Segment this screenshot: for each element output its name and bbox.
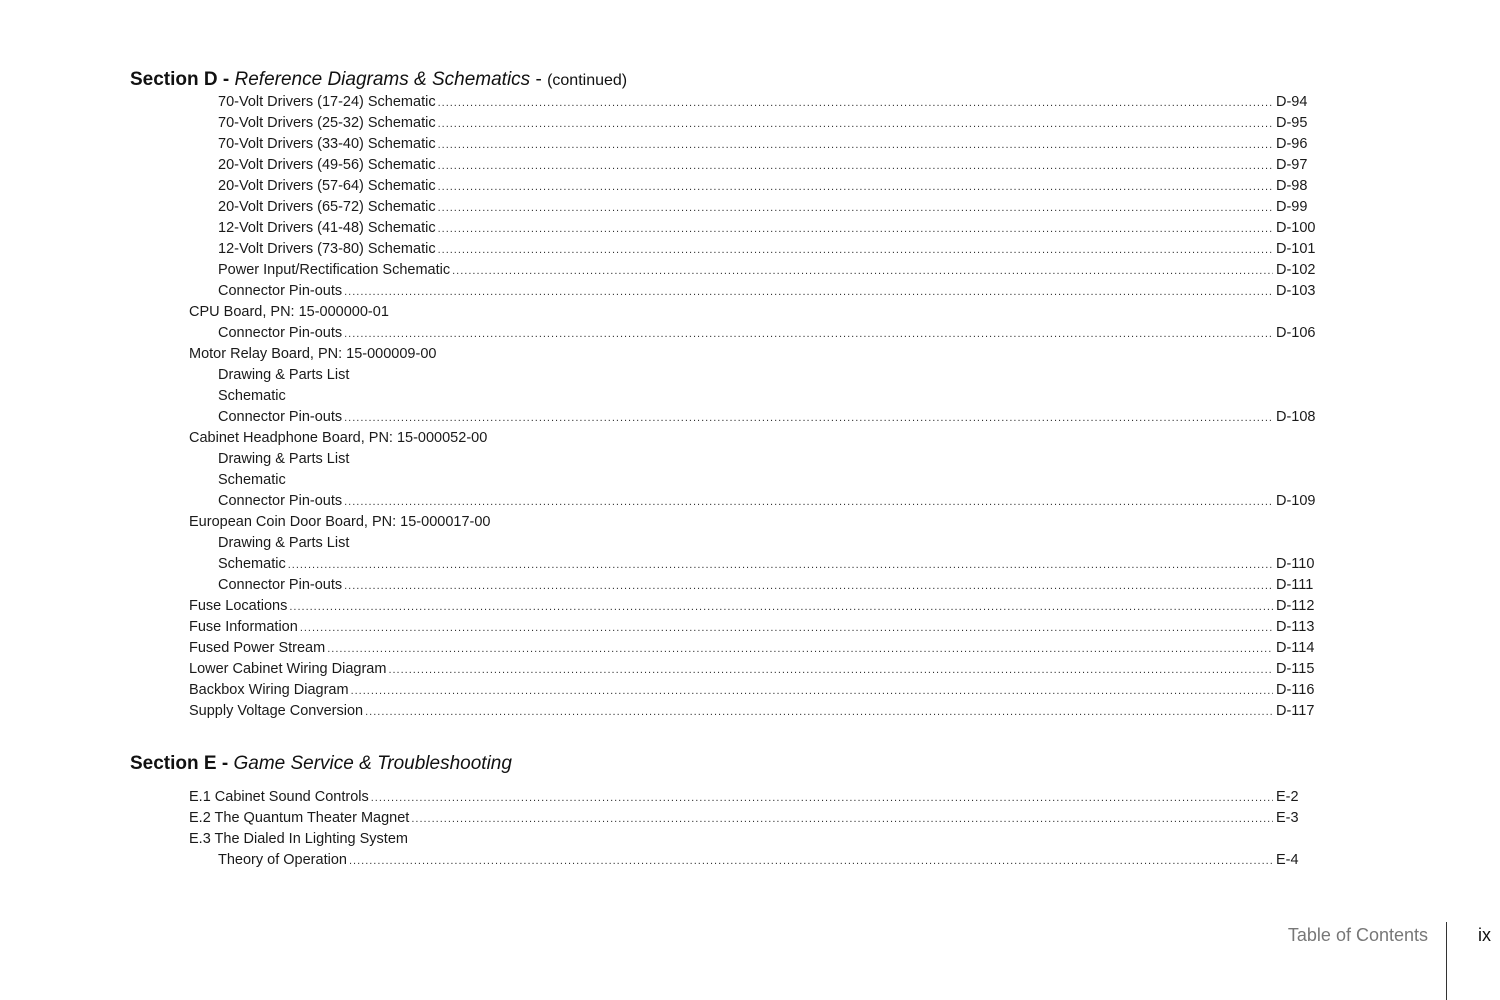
toc-entry-title: Fuse Information: [189, 619, 298, 635]
footer-divider: [1446, 922, 1447, 1000]
toc-entry-page: E-4: [1276, 852, 1299, 868]
toc-dot-leader: [344, 324, 1273, 345]
toc-entry-page: D-117: [1276, 703, 1315, 719]
toc-entry-title: E.1 Cabinet Sound Controls: [189, 789, 369, 805]
toc-entry-title: Power Input/Rectification Schematic: [218, 262, 451, 278]
toc-entry: [0, 491, 1320, 512]
toc-entry-title: E.3 The Dialed In Lighting System: [189, 831, 408, 847]
toc-entry-title: Schematic: [218, 388, 286, 404]
toc-entry-title: Theory of Operation: [218, 852, 347, 868]
toc-entry-page: D-110: [1276, 556, 1315, 572]
toc-entry-title: Connector Pin-outs: [218, 283, 343, 299]
toc-entry-page: D-109: [1276, 493, 1316, 509]
toc-dot-leader: [438, 135, 1273, 156]
toc-entry: [0, 470, 1320, 491]
toc-entry-page: D-106: [1276, 325, 1316, 341]
toc-entry-title: Motor Relay Board, PN: 15-000009-00: [189, 346, 437, 362]
toc-dot-leader: [452, 261, 1273, 282]
footer-page-number: ix: [1478, 925, 1491, 945]
toc-entry: [0, 365, 1320, 386]
toc-entry: [0, 701, 1320, 722]
toc-entry-title: 20-Volt Drivers (65-72) Schematic: [218, 199, 436, 215]
toc-entry-page: D-103: [1276, 283, 1316, 299]
toc-entry: [0, 239, 1320, 260]
section-d-label: Section D: [130, 69, 218, 90]
toc-dot-leader: [344, 282, 1273, 303]
toc-entry: [0, 281, 1320, 302]
toc-entry-title: Drawing & Parts List: [218, 535, 350, 551]
toc-entry: [0, 512, 1320, 533]
toc-entry-page: D-99: [1276, 199, 1308, 215]
footer-title: Table of Contents: [1287, 925, 1428, 945]
toc-entry-title: 20-Volt Drivers (49-56) Schematic: [218, 157, 436, 173]
toc-entry-page: D-113: [1276, 619, 1315, 635]
toc-entry-page: D-114: [1276, 640, 1315, 656]
toc-entry: [0, 449, 1320, 470]
toc-entry: [0, 617, 1320, 638]
toc-dot-leader: [344, 576, 1273, 597]
toc-dot-leader: [438, 156, 1273, 177]
toc-entry: [0, 428, 1320, 449]
toc-dot-leader: [289, 597, 1273, 618]
toc-entry-title: Fused Power Stream: [189, 640, 326, 656]
toc-entry: [0, 638, 1320, 659]
toc-entry-page: E-3: [1276, 810, 1299, 826]
toc-entry: [0, 260, 1320, 281]
toc-entry-page: D-97: [1276, 157, 1308, 173]
toc-entry-page: D-115: [1276, 661, 1315, 677]
toc-entry: [0, 829, 1320, 850]
toc-entry: [0, 850, 1320, 871]
section-d-toc-list: [0, 92, 1500, 722]
toc-entry: [0, 176, 1320, 197]
toc-entry-title: Schematic: [218, 556, 286, 572]
toc-entry: [0, 302, 1320, 323]
section-e-dash: -: [216, 753, 234, 774]
section-d-continued: (continued): [547, 72, 628, 89]
toc-entry-title: Schematic: [218, 472, 286, 488]
toc-dot-leader: [344, 492, 1273, 513]
toc-entry-page: D-102: [1276, 262, 1316, 278]
toc-entry-title: European Coin Door Board, PN: 15-000017-00: [189, 514, 491, 530]
toc-entry-title: 70-Volt Drivers (33-40) Schematic: [218, 136, 436, 152]
toc-entry-page: D-116: [1276, 682, 1315, 698]
section-d-heading: [130, 68, 627, 93]
toc-entry-title: Drawing & Parts List: [218, 451, 350, 467]
toc-entry: [0, 113, 1320, 134]
section-d-dash2: -: [530, 69, 548, 90]
toc-dot-leader: [300, 618, 1273, 639]
toc-entry-page: D-101: [1276, 241, 1316, 257]
section-d-title: Reference Diagrams & Schematics: [234, 69, 531, 90]
toc-dot-leader: [288, 555, 1273, 576]
section-d-dash: -: [217, 69, 235, 90]
toc-dot-leader: [351, 681, 1273, 702]
toc-dot-leader: [438, 219, 1273, 240]
toc-entry: [0, 659, 1320, 680]
toc-entry-page: D-94: [1276, 94, 1308, 110]
toc-entry-title: 12-Volt Drivers (41-48) Schematic: [218, 220, 436, 236]
toc-entry: [0, 197, 1320, 218]
toc-dot-leader: [438, 198, 1273, 219]
toc-dot-leader: [344, 408, 1273, 429]
toc-entry-title: Cabinet Headphone Board, PN: 15-000052-00: [189, 430, 488, 446]
toc-entry-page: D-100: [1276, 220, 1316, 236]
toc-entry-title: 70-Volt Drivers (25-32) Schematic: [218, 115, 436, 131]
toc-entry-page: D-111: [1276, 577, 1314, 593]
toc-entry-page: D-112: [1276, 598, 1315, 614]
section-e-label: Section E: [130, 753, 217, 774]
toc-entry: [0, 808, 1320, 829]
toc-entry-title: E.2 The Quantum Theater Magnet: [189, 810, 410, 826]
toc-entry-title: Connector Pin-outs: [218, 325, 343, 341]
toc-entry-page: E-2: [1276, 789, 1299, 805]
toc-dot-leader: [365, 702, 1273, 723]
toc-entry-title: Supply Voltage Conversion: [189, 703, 364, 719]
toc-entry: [0, 554, 1320, 575]
toc-entry-title: Connector Pin-outs: [218, 577, 343, 593]
toc-entry-page: D-95: [1276, 115, 1308, 131]
toc-entry: [0, 323, 1320, 344]
toc-dot-leader: [411, 809, 1273, 830]
toc-dot-leader: [438, 114, 1273, 135]
toc-dot-leader: [327, 639, 1273, 660]
toc-dot-leader: [438, 240, 1273, 261]
toc-entry-page: D-96: [1276, 136, 1308, 152]
toc-entry-title: 70-Volt Drivers (17-24) Schematic: [218, 94, 436, 110]
toc-entry: [0, 134, 1320, 155]
section-e-heading: [130, 752, 512, 776]
section-e-title: Game Service & Troubleshooting: [233, 753, 512, 774]
toc-entry-title: 12-Volt Drivers (73-80) Schematic: [218, 241, 436, 257]
toc-entry: [0, 155, 1320, 176]
toc-entry-title: Drawing & Parts List: [218, 367, 350, 383]
toc-entry-page: D-108: [1276, 409, 1316, 425]
toc-dot-leader: [388, 660, 1273, 681]
toc-entry: [0, 575, 1320, 596]
toc-entry: [0, 218, 1320, 239]
toc-entry-page: D-98: [1276, 178, 1308, 194]
section-e-toc-list: [0, 787, 1500, 871]
toc-dot-leader: [438, 93, 1273, 114]
toc-entry: [0, 787, 1320, 808]
toc-dot-leader: [438, 177, 1273, 198]
toc-entry: [0, 386, 1320, 407]
toc-entry: [0, 533, 1320, 554]
toc-entry: [0, 407, 1320, 428]
toc-entry: [0, 596, 1320, 617]
toc-entry-title: Backbox Wiring Diagram: [189, 682, 349, 698]
toc-entry: [0, 680, 1320, 701]
toc-entry-title: Connector Pin-outs: [218, 409, 343, 425]
toc-entry-title: CPU Board, PN: 15-000000-01: [189, 304, 389, 320]
toc-entry-title: Fuse Locations: [189, 598, 288, 614]
toc-entry-title: 20-Volt Drivers (57-64) Schematic: [218, 178, 436, 194]
toc-entry-title: Connector Pin-outs: [218, 493, 343, 509]
toc-entry-title: Lower Cabinet Wiring Diagram: [189, 661, 387, 677]
toc-entry: [0, 92, 1320, 113]
toc-dot-leader: [371, 788, 1273, 809]
toc-entry: [0, 344, 1320, 365]
toc-dot-leader: [349, 851, 1273, 872]
